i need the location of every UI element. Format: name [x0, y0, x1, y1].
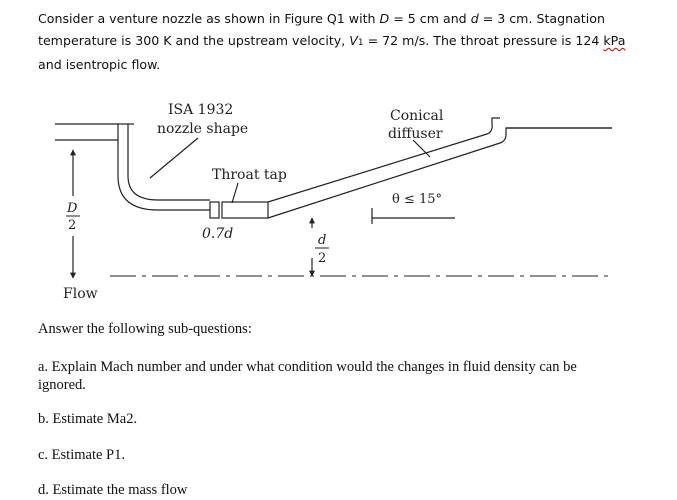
throat-leader — [232, 183, 238, 203]
answer-heading: Answer the following sub-questions: — [38, 321, 252, 337]
problem-text-2: = 5 cm and — [389, 11, 471, 26]
label-isa-1932: ISA 1932 — [168, 102, 234, 118]
label-diffuser: diffuser — [388, 126, 443, 142]
problem-text-3: = 3 cm. Stagnation temperature is 300 K and the upstream velocity, — [38, 11, 605, 48]
isa-leader — [150, 138, 198, 178]
label-throat-tap: Throat tap — [212, 167, 287, 183]
symbol-D: D — [379, 11, 390, 26]
unit-kpa-spellcheck: kPa — [603, 33, 626, 48]
label-flow: Flow — [63, 286, 98, 302]
problem-text-5: and isentropic flow. — [38, 57, 161, 72]
label-two-right: 2 — [318, 251, 327, 266]
sub-question-b: b. Estimate Ma2. — [38, 411, 138, 427]
label-nozzle-shape: nozzle shape — [157, 121, 249, 137]
symbol-d: d — [470, 11, 479, 26]
diffuser-upper-wall — [268, 118, 500, 202]
symbol-V-subscript: 1 — [357, 38, 364, 48]
label-0-7d: 0.7d — [202, 226, 234, 242]
label-two-left: 2 — [68, 218, 77, 233]
problem-text-4: = 72 m/s. The throat pressure is 124 — [363, 33, 604, 48]
label-D: D — [67, 201, 78, 216]
throat-tap-left — [210, 202, 219, 218]
label-d: d — [318, 233, 327, 248]
sub-question-a: a. Explain Mach number and under what condition would the changes in fluid density can be ignored. — [38, 359, 577, 393]
label-conical: Conical — [390, 108, 444, 124]
throat-tap-right — [222, 202, 268, 218]
sub-question-d: d. Estimate the mass flow — [38, 482, 188, 498]
label-theta-angle: θ ≤ 15° — [392, 192, 443, 207]
problem-text-1: Consider a venture nozzle as shown in Figure Q1 with — [38, 11, 380, 26]
symbol-V: V — [349, 33, 358, 48]
sub-question-c: c. Estimate P1. — [38, 447, 125, 463]
